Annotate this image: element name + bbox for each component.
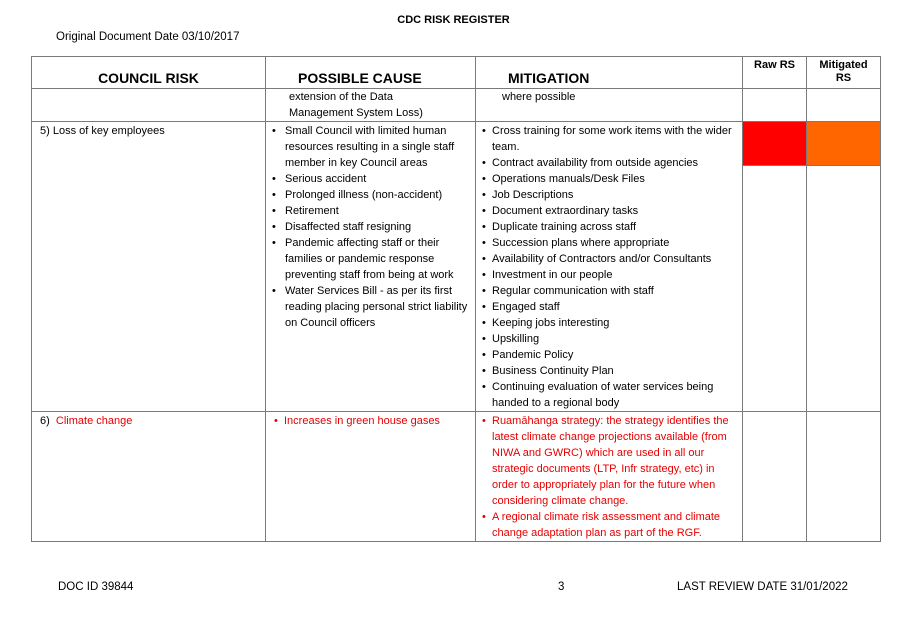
mitigation-list [482,123,738,411]
cause-list [266,413,471,429]
col-header-mitigated-rs [807,57,881,89]
risk-number: 6) [40,415,50,427]
list-item: • Serious accident [266,171,471,187]
last-review-date: LAST REVIEW DATE 31/01/2022 [677,581,848,593]
mitigated-rs-cell [807,412,881,542]
continued-cause-line2: Management System Loss) [289,107,423,119]
list-item: • Document extraordinary tasks [482,203,738,219]
list-item: • Investment in our people [482,267,738,283]
risk-cell [32,412,266,542]
list-item: • Pandemic Policy [482,347,738,363]
list-item: • Ruamāhanga strategy: the strategy identifies the latest climate change projections available (from NIWA and GWRC) which are used in all our strategic documents (LTP, Infr strategy, etc) in order to appropriately plan for the future when considering climate change. [482,413,738,509]
list-item: • Engaged staff [482,299,738,315]
cause-cell [266,412,476,542]
list-item: • Contract availability from outside agencies [482,155,738,171]
mitigated-rs-line1: Mitigated [819,59,868,71]
table-row-loss-of-key-employees [32,122,881,412]
continued-mitigated-rs-cell [807,89,881,122]
mitigation-cell [476,122,743,412]
list-item: • Operations manuals/Desk Files [482,171,738,187]
raw-rs-cell [743,412,807,542]
cause-list [266,123,471,331]
list-item: • Prolonged illness (non-accident) [266,187,471,203]
header-row [32,57,881,89]
mitigated-rs-line2: RS [835,72,852,84]
list-item: • Duplicate training across staff [482,219,738,235]
continued-mitigation-cell: where possible [476,89,743,122]
continued-risk-cell [32,89,266,122]
mitigated-rs-swatch [807,122,880,166]
continued-cause-line1: extension of the Data [289,91,393,103]
list-item: • Pandemic affecting staff or their families or pandemic response preventing staff from being at work [266,235,471,283]
list-item: • Water Services Bill - as per its first reading placing personal strict liability on Council officers [266,283,471,331]
risk-cell: 5) Loss of key employees [32,122,266,412]
continued-cause-cell [266,89,476,122]
list-item: • Availability of Contractors and/or Consultants [482,251,738,267]
mitigation-list [482,413,738,541]
list-item: • Business Continuity Plan [482,363,738,379]
list-item: • Continuing evaluation of water services being handed to a regional body [482,379,738,411]
col-header-mitigation: MITIGATION [476,57,743,89]
risk-label: Climate change [55,415,133,427]
col-header-possible-cause: POSSIBLE CAUSE [266,57,476,89]
original-document-date: Original Document Date 03/10/2017 [56,31,240,43]
list-item: • Regular communication with staff [482,283,738,299]
page-number: 3 [558,581,565,593]
raw-rs-swatch [743,122,806,166]
mitigation-cell [476,412,743,542]
list-item: • Succession plans where appropriate [482,235,738,251]
risk-register-table [31,56,881,542]
list-item: • Disaffected staff resigning [266,219,471,235]
list-item: • Keeping jobs interesting [482,315,738,331]
table-row-climate-change [32,412,881,542]
list-item: • A regional climate risk assessment and climate change adaptation plan as part of the RGF. [482,509,738,541]
page-title: CDC RISK REGISTER [397,14,510,26]
doc-id: DOC ID 39844 [58,581,134,593]
raw-rs-cell [743,122,807,412]
mitigated-rs-cell [807,122,881,412]
cause-cell [266,122,476,412]
table-row-continued [32,89,881,122]
list-item: • Job Descriptions [482,187,738,203]
list-item: • Retirement [266,203,471,219]
col-header-raw-rs: Raw RS [743,57,807,89]
col-header-council-risk: COUNCIL RISK [32,57,266,89]
continued-raw-rs-cell [743,89,807,122]
list-item: • Increases in green house gases [274,413,471,429]
list-item: • Cross training for some work items with the wider team. [482,123,738,155]
list-item: • Upskilling [482,331,738,347]
list-item: • Small Council with limited human resources resulting in a single staff member in key Council areas [266,123,471,171]
